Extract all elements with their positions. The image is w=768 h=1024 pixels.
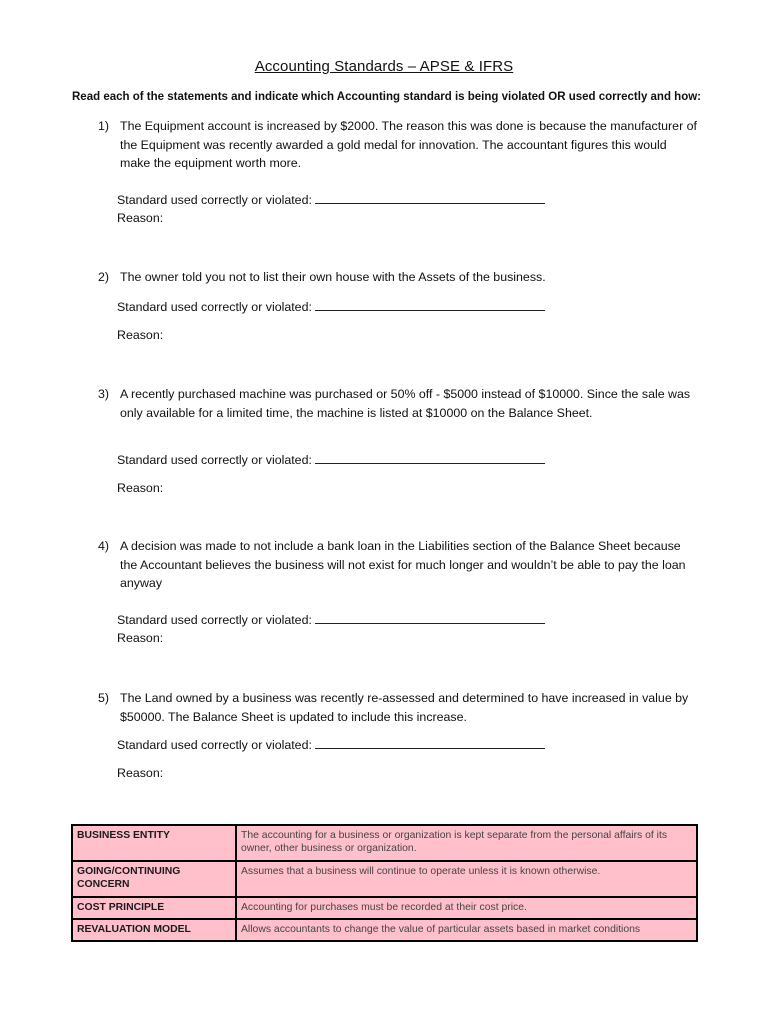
table-row [72,861,697,897]
question-text: The owner told you not to list their own house with the Assets of the business. [120,270,546,284]
standard-definition: Allows accountants to change the value of particular assets based in market conditions [236,919,697,941]
answer-blank[interactable] [315,737,545,749]
standard-label: Standard used correctly or violated: [117,193,312,207]
standard-label: Standard used correctly or violated: [117,300,312,314]
standard-answer-line-2 [117,299,545,314]
table-row [72,919,697,941]
reason-label-4: Reason: [117,631,164,645]
standard-answer-line-3 [117,452,545,467]
question-text: A decision was made to not include a bank loan in the Liabilities section of the Balance Sheet because the Accountant believes the business will not exist for much longer and wouldn’t be able to pay the loan anyway [120,539,686,590]
standard-term: REVALUATION MODEL [72,919,236,941]
standard-label: Standard used correctly or violated: [117,453,312,467]
page-title: Accounting Standards – APSE & IFRS [254,58,514,75]
instructions: Read each of the statements and indicate which Accounting standard is being violated OR used correctly and how: [72,91,701,103]
standard-definition: The accounting for a business or organization is kept separate from the personal affairs of its owner, other business or organization. [236,825,697,861]
question-number: 3) [98,387,110,401]
question-text: The Land owned by a business was recently re-assessed and determined to have increased in value by $50000. The Balance Sheet is updated to include this increase. [120,691,689,724]
question-text: The Equipment account is increased by $2000. The reason this was done is because the manufacturer of the Equipment was recently awarded a gold medal for innovation. The accountant figures this would make the equipment worth more. [120,119,697,170]
question-2 [98,268,698,287]
standard-label: Standard used correctly or violated: [117,613,312,627]
standard-definition: Assumes that a business will continue to operate unless it is known otherwise. [236,861,697,897]
question-1 [98,117,698,173]
standards-table [71,824,698,942]
question-5 [98,689,698,726]
table-row [72,897,697,919]
answer-blank[interactable] [315,612,545,624]
question-text: A recently purchased machine was purchased or 50% off - $5000 instead of $10000. Since the sale was only available for a limited time, the machine is listed at $10000 on the Balance Sheet. [120,387,691,420]
question-number: 5) [98,691,110,705]
answer-blank[interactable] [315,452,545,464]
question-number: 4) [98,539,110,553]
standard-answer-line-4 [117,612,545,627]
standard-label: Standard used correctly or violated: [117,738,312,752]
reason-label-2: Reason: [117,328,164,342]
standard-answer-line-1 [117,192,545,207]
standard-definition: Accounting for purchases must be recorded at their cost price. [236,897,697,919]
question-4 [98,537,698,593]
reason-label-5: Reason: [117,766,164,780]
answer-blank[interactable] [315,299,545,311]
standard-term: COST PRINCIPLE [72,897,236,919]
question-number: 2) [98,270,110,284]
answer-blank[interactable] [315,192,545,204]
table-row [72,825,697,861]
question-3 [98,385,698,422]
standard-term: BUSINESS ENTITY [72,825,236,861]
standard-term: GOING/CONTINUING CONCERN [72,861,236,897]
reason-label-1: Reason: [117,211,164,225]
question-number: 1) [98,119,110,133]
standard-answer-line-5 [117,737,545,752]
reason-label-3: Reason: [117,481,164,495]
